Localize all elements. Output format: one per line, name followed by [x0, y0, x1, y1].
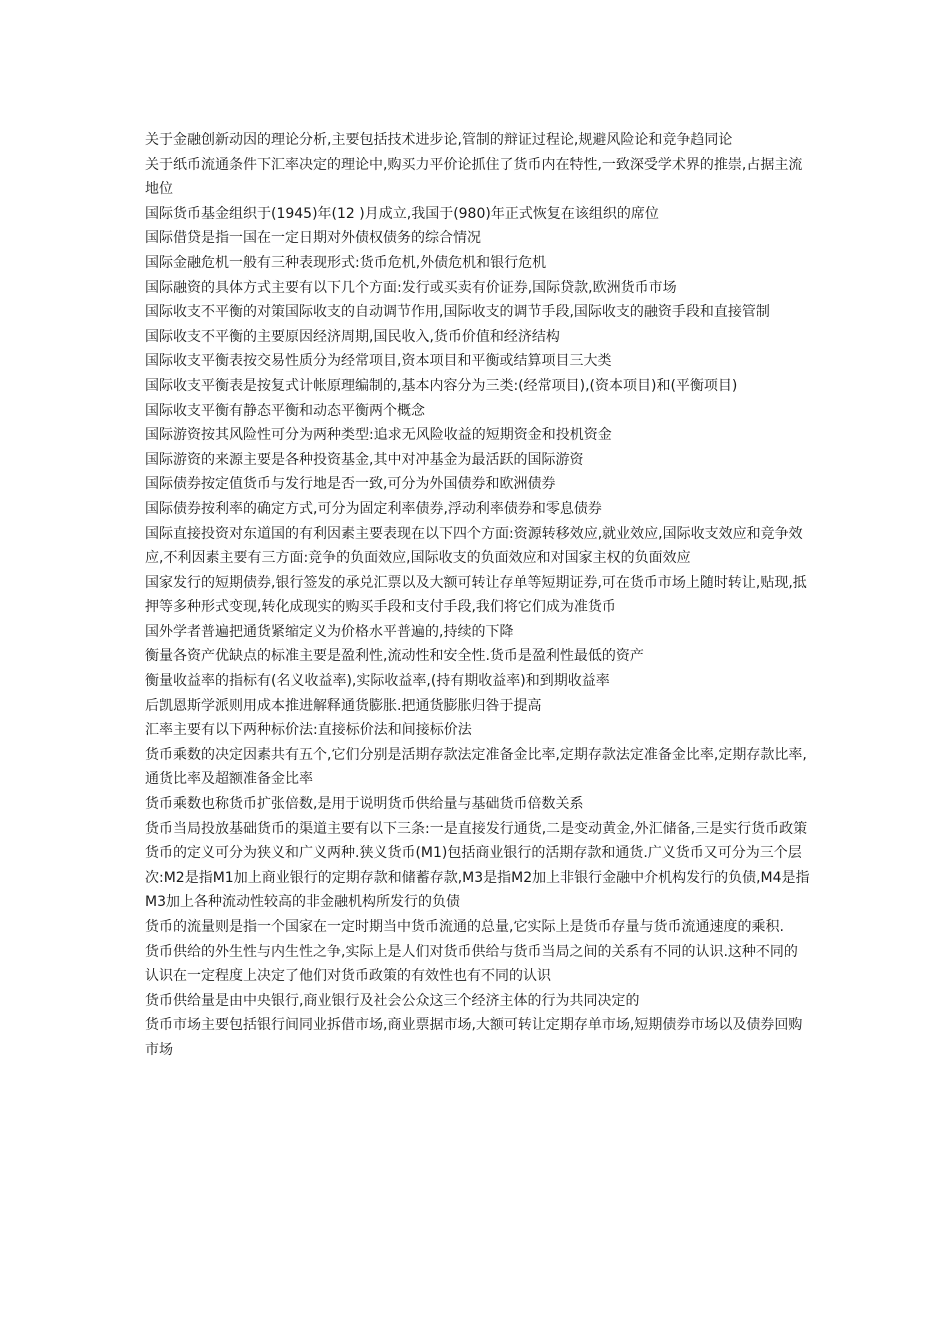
paragraph: 国际债券按利率的确定方式,可分为固定利率债券,浮动利率债券和零息债券: [145, 500, 602, 517]
paragraph: 货币乘数也称货币扩张倍数,是用于说明货币供给量与基础货币倍数关系: [145, 796, 584, 813]
paragraph: 货币供给量是由中央银行,商业银行及社会公众这三个经济主体的行为共同决定的: [145, 992, 640, 1009]
paragraph: 国际收支平衡表按交易性质分为经常项目,资本项目和平衡或结算项目三大类: [145, 353, 612, 370]
paragraph: 国家发行的短期债券,银行签发的承兑汇票以及大额可转让存单等短期证券,可在货币市场上随时转让,贴现,抵押等多种形式变现,转化成现实的购买手段和支付手段,我们将它们成为准货币: [145, 574, 807, 616]
paragraph: 国际金融危机一般有三种表现形式:货币危机,外债危机和银行危机: [145, 254, 547, 271]
paragraph: 国际游资按其风险性可分为两种类型:追求无风险收益的短期资金和投机资金: [145, 427, 612, 444]
paragraph: 货币市场主要包括银行间同业拆借市场,商业票据市场,大额可转让定期存单市场,短期债券市场以及债券回购市场: [145, 1017, 803, 1058]
paragraph: 货币当局投放基础货币的渠道主要有以下三条:一是直接发行通货,二是变动黄金,外汇储备,三是实行货币政策: [145, 820, 808, 837]
paragraph: 国际收支平衡有静态平衡和动态平衡两个概念: [145, 402, 425, 419]
paragraph: 衡量各资产优缺点的标准主要是盈利性,流动性和安全性.货币是盈利性最低的资产: [145, 648, 644, 665]
paragraph: 后凯恩斯学派则用成本推进解释通货膨胀.把通货膨胀归咎于提高: [145, 697, 542, 714]
paragraph: 国际收支不平衡的对策国际收支的自动调节作用,国际收支的调节手段,国际收支的融资手段和直接管制: [145, 304, 770, 321]
paragraph: 货币的流量则是指一个国家在一定时期当中货币流通的总量,它实际上是货币存量与货币流通速度的乘积.: [145, 919, 784, 935]
paragraph: 货币的定义可分为狭义和广义两种.狭义货币(M1)包括商业银行的活期存款和通货.广义货币又可分为三个层次:M2是指M1加上商业银行的定期存款和储蓄存款,M3是指M2加上非银行金融中介机构发行的负债,M4是指M3加上各种流动性较高的非金融机构所发行的负债: [145, 845, 810, 911]
paragraph: 国际债券按定值货币与发行地是否一致,可分为外国债券和欧洲债券: [145, 476, 556, 493]
paragraph: 国际游资的来源主要是各种投资基金,其中对冲基金为最活跃的国际游资: [145, 451, 584, 468]
paragraph: 国际直接投资对东道国的有利因素主要表现在以下四个方面:资源转移效应,就业效应,国际收支效应和竞争效应,不利因素主要有三方面:竞争的负面效应,国际收支的负面效应和对国家主权的负面效应: [145, 525, 803, 567]
paragraph: 关于金融创新动因的理论分析,主要包括技术进步论,管制的辩证过程论,规避风险论和竞争趋同论: [145, 132, 733, 148]
paragraph: 国外学者普遍把通货紧缩定义为价格水平普遍的,持续的下降: [145, 623, 514, 640]
document-body: [145, 128, 810, 1063]
paragraph: 货币供给的外生性与内生性之争,实际上是人们对货币供给与货币当局之间的关系有不同的认识.这种不同的认识在一定程度上决定了他们对货币政策的有效性也有不同的认识: [145, 943, 798, 985]
paragraph: 汇率主要有以下两种标价法:直接标价法和间接标价法: [145, 722, 472, 739]
paragraph: 国际货币基金组织于(1945)年(12 )月成立,我国于(980)年正式恢复在该组织的席位: [145, 205, 659, 222]
paragraph: 关于纸币流通条件下汇率决定的理论中,购买力平价论抓住了货币内在特性,一致深受学术界的推崇,占据主流地位: [145, 156, 803, 198]
paragraph: 衡量收益率的指标有(名义收益率),实际收益率,(持有期收益率)和到期收益率: [145, 673, 610, 690]
paragraph: 国际借贷是指一国在一定日期对外债权债务的综合情况: [145, 230, 481, 247]
paragraph: 货币乘数的决定因素共有五个,它们分别是活期存款法定准备金比率,定期存款法定准备金比率,定期存款比率,通货比率及超额准备金比率: [145, 746, 807, 788]
paragraph: 国际融资的具体方式主要有以下几个方面:发行或买卖有价证券,国际贷款,欧洲货币市场: [145, 279, 677, 296]
paragraph: 国际收支平衡表是按复式计帐原理编制的,基本内容分为三类:(经常项目),(资本项目)和(平衡项目): [145, 377, 738, 394]
paragraph: 国际收支不平衡的主要原因经济周期,国民收入,货币价值和经济结构: [145, 328, 560, 345]
